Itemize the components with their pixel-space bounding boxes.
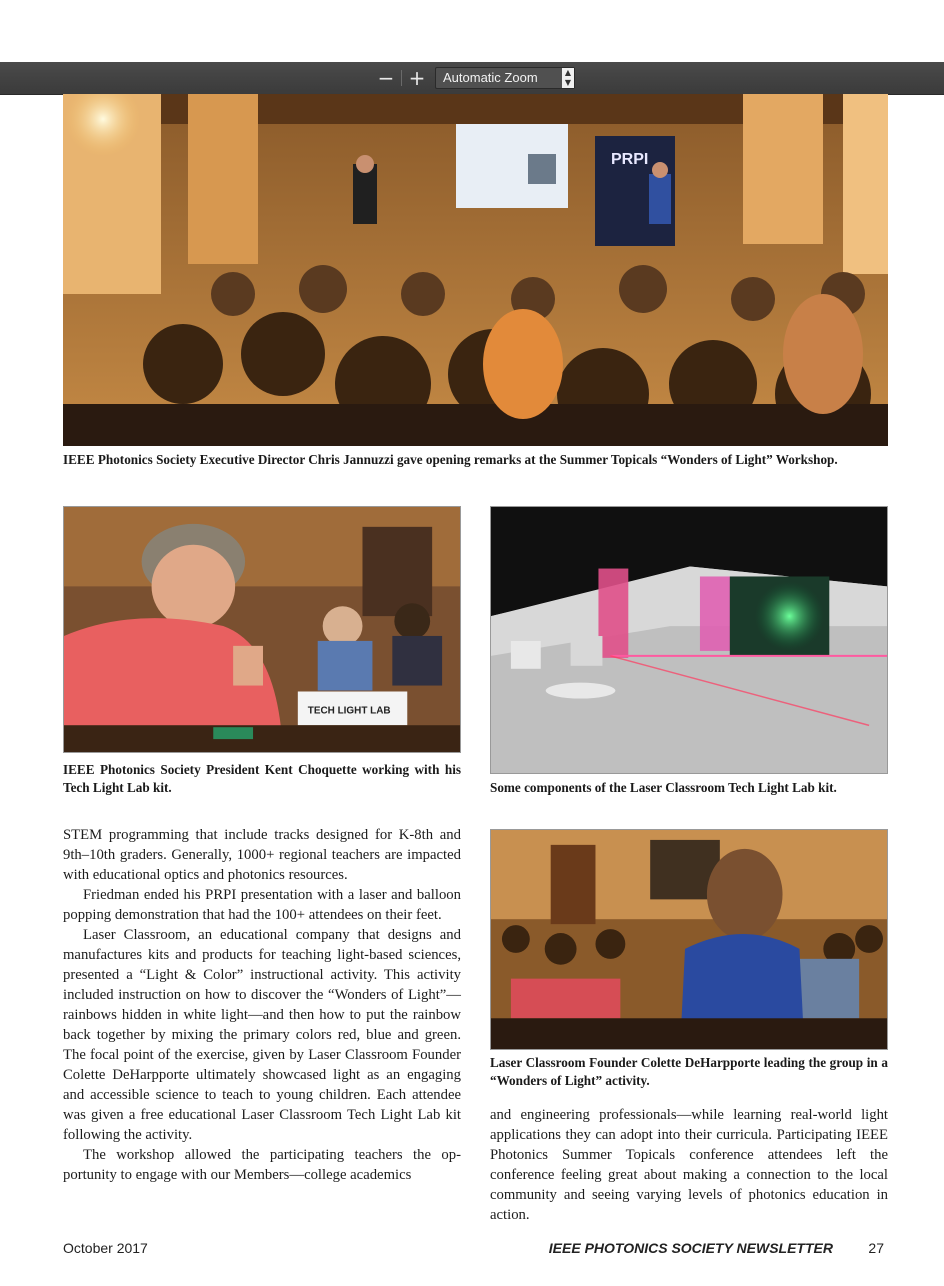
caption-conference-room: IEEE Photonics Society Executive Director Chris Jannuzzi gave opening remarks at the Summer Topicals “Wonders of Light” Workshop. bbox=[63, 452, 838, 467]
kit-box-text: TECH LIGHT LAB bbox=[307, 705, 391, 717]
photo-optics-components bbox=[490, 506, 888, 774]
presenter-illustration bbox=[491, 830, 887, 1049]
prpi-banner-text: PRPI bbox=[611, 151, 649, 168]
toolbar-separator bbox=[401, 70, 402, 86]
photo-presenter bbox=[490, 829, 888, 1050]
paragraph: Laser Classroom, an educational company that designs and manufactures kits and products for teaching light-based sciences, presented a “Light & Color” instructional activity. This activity included instruction on how to discover the “Wonders of Light”—rainbows hidden in white light—and then how to put the rainbow back together by mixing the primary colors red, blue and green. The focal point of the exercise, given by Laser Classroom Founder Colette DeHarpporte ultimately showcased light as an engaging and accessible science to teach to young children. Each attendee was given a free educational Laser Classroom Tech Light Lab kit following the activity. bbox=[63, 927, 461, 1143]
photo-man-with-kit bbox=[63, 506, 461, 753]
select-arrows-icon: ▲ ▼ bbox=[562, 68, 574, 88]
caption-man-with-kit: IEEE Photonics Society President Kent Choquette working with his Tech Light Lab kit. bbox=[63, 762, 461, 795]
photo-conference-room bbox=[63, 94, 888, 446]
conference-room-illustration bbox=[63, 94, 888, 446]
zoom-out-button[interactable]: − bbox=[377, 66, 395, 90]
page-number: 27 bbox=[868, 1240, 884, 1256]
man-with-kit-illustration bbox=[64, 507, 460, 752]
paragraph: The workshop allowed the participating teachers the opportunity to engage with our Members—college academics bbox=[63, 1147, 461, 1183]
zoom-select-value: Automatic Zoom bbox=[443, 70, 538, 85]
paragraph: STEM programming that include tracks designed for K-8th and 9th–10th graders. Generally, 1000+ regional teachers are impacted with educational optics and photonics resources. bbox=[63, 827, 461, 883]
footer-date: October 2017 bbox=[63, 1240, 148, 1256]
caption-presenter: Laser Classroom Founder Colette DeHarpporte leading the group in a “Wonders of Light” activity. bbox=[490, 1055, 888, 1088]
viewer-toolbar bbox=[0, 62, 944, 95]
caption-optics-components: Some components of the Laser Classroom Tech Light Lab kit. bbox=[490, 780, 837, 795]
paragraph: and engineering professionals—while learning real-world light applications they can adopt into their curricula. Participating IEEE Photonics Summer Topicals conference attendees left the conference feeling great about making a connection to the local community and seeing varying levels of photonics education in action. bbox=[490, 1107, 888, 1223]
paragraph: Friedman ended his PRPI presentation with a laser and balloon popping demonstration that had the 100+ attendees on their feet. bbox=[63, 887, 461, 923]
footer-publication-name: IEEE PHOTONICS SOCIETY NEWSLETTER bbox=[548, 1240, 833, 1256]
article-column-left bbox=[63, 825, 461, 1185]
zoom-in-button[interactable]: + bbox=[408, 66, 426, 90]
optics-components-illustration bbox=[491, 507, 887, 773]
zoom-select[interactable] bbox=[435, 67, 575, 89]
article-column-right bbox=[490, 1105, 888, 1225]
